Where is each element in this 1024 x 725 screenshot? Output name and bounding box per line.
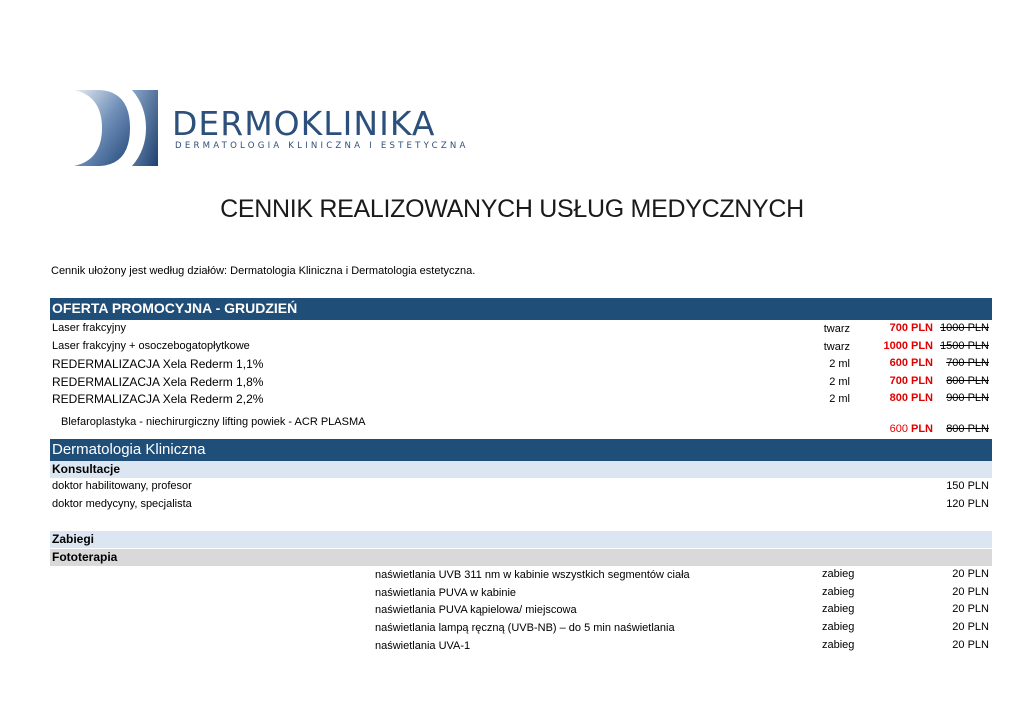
clinical-heading: Dermatologia Kliniczna [52,441,206,458]
zabiegi-subheading [50,531,992,548]
fototerapia-row-unit: zabieg [822,568,855,580]
promo-row [50,321,992,337]
fototerapia-row-name: naświetlania PUVA kąpielowa/ miejscowa [375,604,577,616]
fototerapia-row-unit: zabieg [822,621,855,633]
promo-row-name: Blefaroplastyka - niechirurgiczny lifting powiek - ACR PLASMA [61,416,366,428]
fototerapia-row-price: 20 PLN [952,621,989,633]
promo-row-unit: 2 ml [829,358,850,370]
logo-name: DERMOKLINIKA [172,104,436,143]
fototerapia-row-name: naświetlania PUVA w kabinie [375,587,517,599]
promo-row-old-price: 800 PLN [946,375,989,387]
fototerapia-row [50,585,992,602]
promo-row-unit: twarz [823,323,850,335]
consult-row [50,479,992,495]
promo-row-old-price: 900 PLN [946,392,989,404]
promo-row-price: 700 PLN [889,375,933,387]
fototerapia-row-name: naświetlania UVA-1 [375,640,471,652]
intro-text: Cennik ułożony jest według działów: Dermatologia Kliniczna i Dermatologia estetyczna. [51,265,476,277]
clinical-heading-bar [50,439,992,461]
fototerapia-row-price: 20 PLN [952,639,989,651]
consult-row-price: 120 PLN [946,498,989,510]
consult-row-name: doktor habilitowany, profesor [52,480,192,492]
fototerapia-label: Fototerapia [52,550,118,564]
promo-row [50,391,992,407]
promo-row-name: Laser frakcyjny [52,322,126,334]
promo-row-old-price: 1500 PLN [940,340,989,352]
promo-row-unit: 2 ml [829,376,850,388]
promo-row-price [890,423,933,435]
promo-row-old-price: 1000 PLN [940,322,989,334]
consult-label: Konsultacje [52,462,121,476]
consult-row-price: 150 PLN [946,480,989,492]
consult-row-name: doktor medycyny, specjalista [52,498,192,510]
clinic-logo [72,88,492,168]
promo-row [50,356,992,372]
promo-row-name: REDERMALIZACJA Xela Rederm 2,2% [52,392,264,406]
promo-row [50,339,992,355]
fototerapia-row-unit: zabieg [822,603,855,615]
consult-subheading [50,461,992,478]
promo-row [50,374,992,390]
fototerapia-row [50,602,992,619]
fototerapia-row-name: naświetlania lampą ręczną (UVB-NB) – do 5 min naświetlania [375,622,675,634]
page-title: CENNIK REALIZOWANYCH USŁUG MEDYCZNYCH [220,195,804,223]
logo-tagline: DERMATOLOGIA KLINICZNA I ESTETYCZNA [175,141,469,151]
promo-row-old-price: 800 PLN [946,423,989,435]
promo-price-number: 600 [889,423,908,435]
fototerapia-row [50,567,992,584]
promo-row-blefaroplastyka [50,416,992,440]
promo-row-name: REDERMALIZACJA Xela Rederm 1,1% [52,357,264,371]
fototerapia-row-unit: zabieg [822,639,855,651]
consult-row [50,497,992,513]
promo-row-price: 1000 PLN [883,340,933,352]
promo-heading: OFERTA PROMOCYJNA - GRUDZIEŃ [52,300,298,316]
logo-mark-icon [72,88,162,168]
promo-row-name: Laser frakcyjny + osoczebogatopłytkowe [52,340,250,352]
fototerapia-row-price: 20 PLN [952,568,989,580]
promo-price-currency: PLN [911,423,933,435]
fototerapia-subheading [50,549,992,566]
promo-row-price: 700 PLN [889,322,933,334]
promo-row-name: REDERMALIZACJA Xela Rederm 1,8% [52,375,264,389]
fototerapia-row-name: naświetlania UVB 311 nm w kabinie wszystkich segmentów ciała [375,569,690,581]
zabiegi-label: Zabiegi [52,532,95,546]
promo-heading-bar [50,298,992,320]
promo-row-unit: 2 ml [829,393,850,405]
fototerapia-row-unit: zabieg [822,586,855,598]
fototerapia-row-price: 20 PLN [952,586,989,598]
promo-row-old-price: 700 PLN [946,357,989,369]
fototerapia-row-price: 20 PLN [952,603,989,615]
promo-row-price: 600 PLN [889,357,933,369]
promo-row-price: 800 PLN [889,392,933,404]
fototerapia-row [50,638,992,655]
fototerapia-row [50,620,992,637]
promo-row-unit: twarz [823,341,850,353]
